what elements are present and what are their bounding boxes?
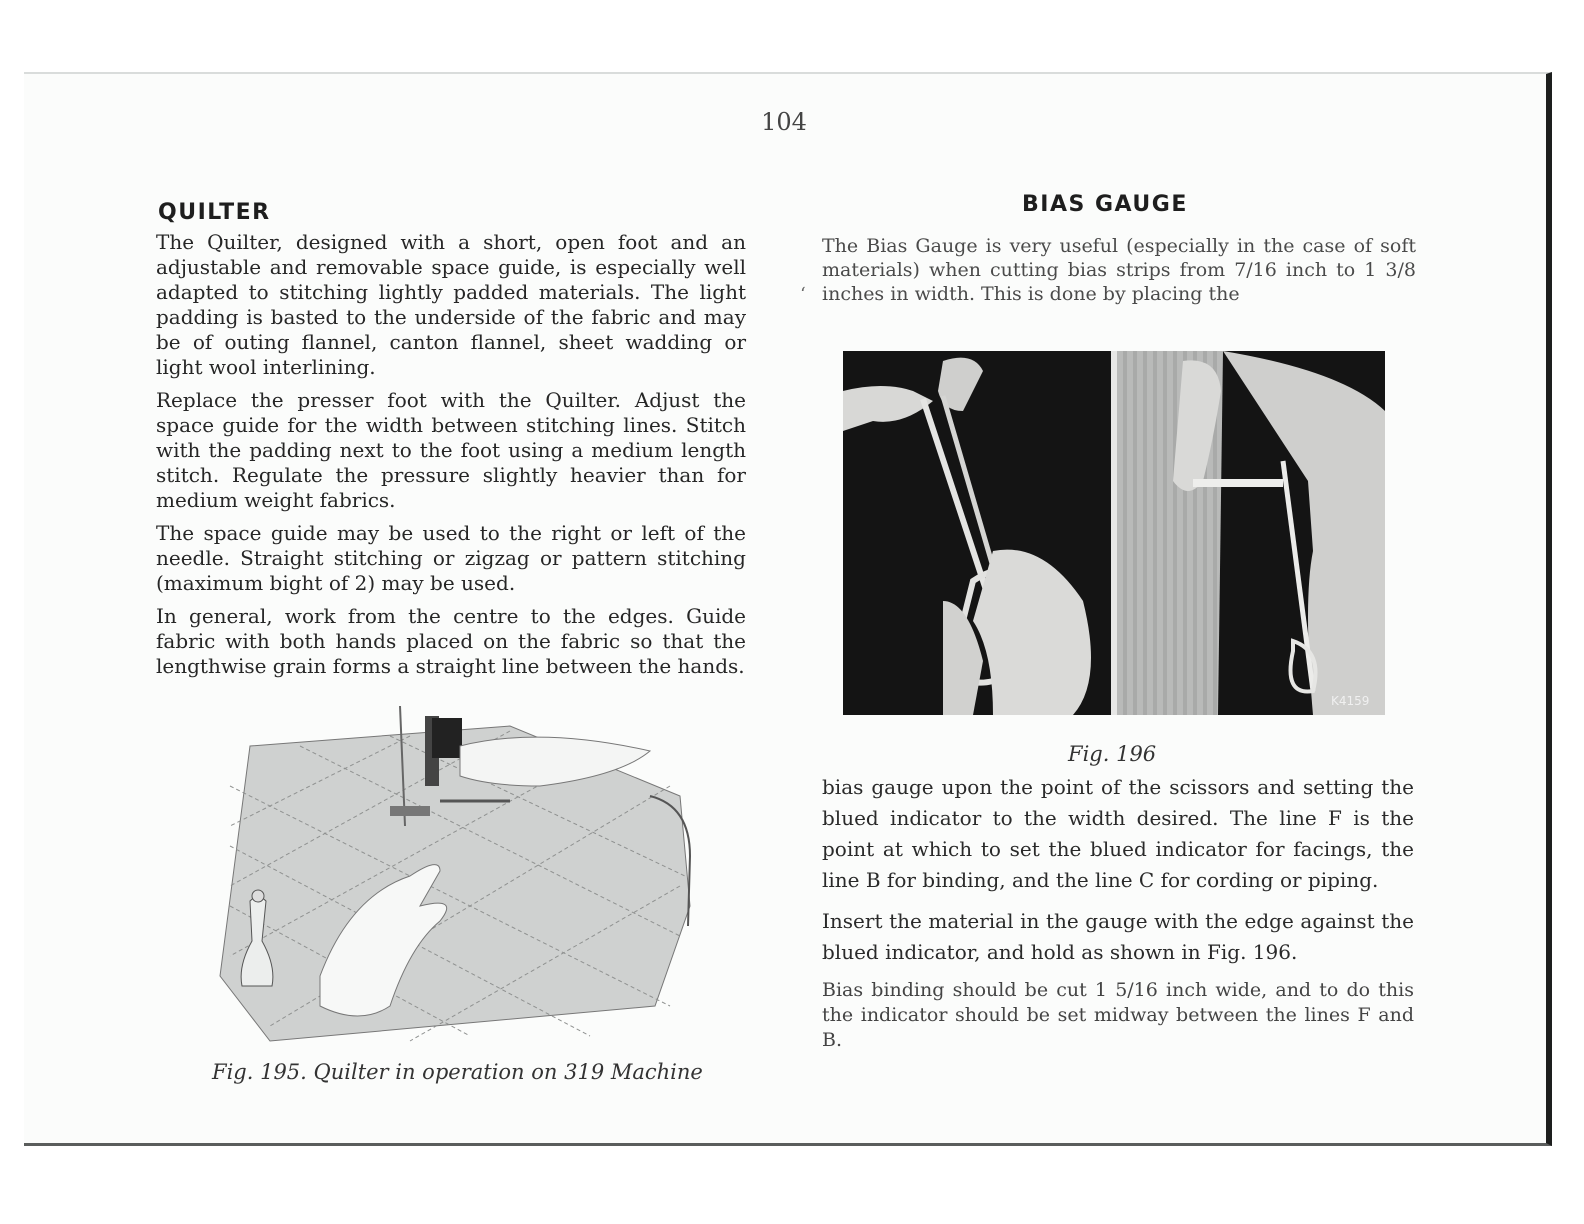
fig-195-caption: Fig. 195. Quilter in operation on 319 Machine [212, 1060, 703, 1084]
bias-gauge-photo-drawing [843, 351, 1385, 715]
quilter-heading: QUILTER [158, 200, 271, 225]
quilter-paragraph: In general, work from the centre to the edges. Guide fabric with both hands placed on the fabric so that the lengthwise grain forms a straight line between the hands. [156, 604, 746, 678]
bias-gauge-paragraph: Insert the material in the gauge with the edge against the blued indicator, and hold as shown in Fig. 196. [822, 909, 1414, 964]
bias-gauge-heading: BIAS GAUGE [1022, 192, 1188, 217]
photo-code: K4159 [1331, 694, 1370, 708]
bias-gauge-text [822, 772, 1414, 1063]
bias-gauge-paragraph: bias gauge upon the point of the scissors and setting the blued indicator to the width desired. The line F is the point at which to set the blued indicator for facings, the line B for binding, and the line C for cording or piping. [822, 775, 1414, 892]
quilter-illustration [210, 706, 700, 1046]
bias-gauge-paragraph: Bias binding should be cut 1 5/16 inch wide, and to do this the indicator should be set midway between the lines F and B. [822, 979, 1414, 1051]
quilter-paragraph: The Quilter, designed with a short, open foot and an adjustable and removable space guide, is especially well adapted to stitching lightly padded materials. The light padding is basted to the underside of the fabric and may be of outing flannel, canton flannel, sheet wadding or light wool interlining. [156, 230, 746, 379]
page-number: 104 [761, 108, 807, 136]
bias-gauge-intro-text: The Bias Gauge is very useful (especially in the case of soft materials) when cutting bias strips from 7/16 inch to 1 3/8 inches in width. This is done by placing the [822, 235, 1416, 305]
fig-196-caption: Fig. 196 [1068, 742, 1157, 766]
quilter-paragraph: Replace the presser foot with the Quilter. Adjust the space guide for the width between stitching lines. Stitch with the padding next to the foot using a medium length stitch. Regulate the pressure slightly heavier than for medium weight fabrics. [156, 388, 746, 512]
bias-gauge-photo [843, 351, 1385, 715]
quilter-paragraph: The space guide may be used to the right or left of the needle. Straight stitching or zigzag or pattern stitching (maximum bight of 2) may be used. [156, 521, 746, 595]
margin-mark: ‘ [800, 284, 806, 305]
bias-gauge-intro [822, 234, 1416, 306]
quilter-text [156, 230, 746, 687]
